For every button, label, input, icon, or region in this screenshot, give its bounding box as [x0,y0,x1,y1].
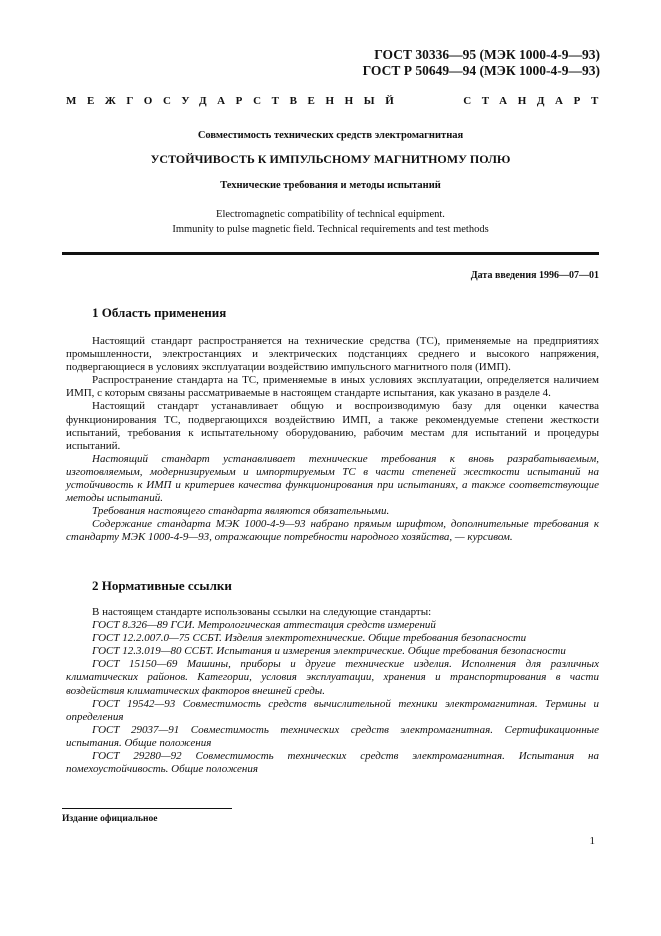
title-english-1: Electromagnetic compatibility of technical equipment. [216,209,445,220]
section-1-body [66,335,599,545]
standard-designation-2: ГОСТ Р 50649—94 (МЭК 1000-4-9—93) [362,63,600,78]
s1-paragraph: Распространение стандарта на ТС, применяемые в иных условиях эксплуатации, определяется наличием ИМП, с которым связаны рассматриваемые в настоящем стандарте испытания, как указано в разделе 4. [66,374,599,400]
s1-paragraph-italic: Требования настоящего стандарта являются обязательными. [92,505,390,518]
s1-paragraph-italic: Настоящий стандарт устанавливает технические требования к вновь разрабатываемым, изготовляемым, модернизируемым и импортируемым ТС в части степеней жесткости испытаний на устойчивость к ИМП и критериев качества функционирования при испытаниях, а также соответствующие методы испытаний. [66,452,599,505]
title-main: УСТОЙЧИВОСТЬ К ИМПУЛЬСНОМУ МАГНИТНОМУ ПОЛЮ [150,152,511,166]
s1-paragraph: Настоящий стандарт распространяется на технические средства (ТС), применяемые на предприятиях промышленности, электростанциях и электрических подстанциях среднего и высокого напряжения, подвергающиеся в условиях эксплуатации воздействию импульсного магнитного поля (ИМП). [66,335,599,374]
s2-reference: ГОСТ 19542—93 Совместимость средств вычислительной техники электромагнитная. Термины и определения [66,697,599,723]
s2-reference: ГОСТ 29280—92 Совместимость технических средств электромагнитная. Испытания на помехоустойчивость. Общие положения [66,750,599,776]
s2-reference: ГОСТ 15150—69 Машины, приборы и другие технические изделия. Исполнения для различных климатических районов. Категории, условия эксплуатации, хранения и транспортирования в части воздействия климатических факторов внешней среды. [66,658,599,697]
s2-intro: В настоящем стандарте использованы ссылки на следующие стандарты: [92,606,432,618]
section-2-body [66,606,599,776]
title-english-2: Immunity to pulse magnetic field. Technical requirements and test methods [172,224,489,235]
title-sub: Технические требования и методы испытаний [220,180,441,191]
s2-reference: ГОСТ 29037—91 Совместимость технических средств электромагнитная. Сертификационные испытания. Общие положения [66,723,599,749]
standard-type-left: МЕЖГОСУДАРСТВЕННЫЙ [66,95,405,107]
section-2-title: 2 Нормативные ссылки [92,578,232,593]
standard-type-right: СТАНДАРТ [463,95,609,107]
page-number: 1 [589,835,595,847]
s2-reference: ГОСТ 12.2.007.0—75 ССБТ. Изделия электротехнические. Общие требования безопасности [92,632,527,645]
header-rule [62,252,599,255]
s1-paragraph: Настоящий стандарт устанавливает общую и воспроизводимую базу для оценки качества функционирования ТС, подвергающихся воздействию ИМП, а также рекомендуемые степени жесткости испытаний, требования к испытательному оборудованию, рабочим местам для испытаний и процедуры испытаний. [66,400,599,452]
s1-paragraph-italic: Содержание стандарта МЭК 1000-4-9—93 набрано прямым шрифтом, дополнительные требования к стандарту МЭК 1000-4-9—93, отражающие потребности народного хозяйства, — курсивом. [66,518,599,544]
footer-rule [62,808,232,809]
intro-date: Дата введения 1996—07—01 [470,270,599,281]
edition-label: Издание официальное [62,814,158,824]
section-1-title: 1 Область применения [92,305,227,320]
s2-reference: ГОСТ 12.3.019—80 ССБТ. Испытания и измерения электрические. Общие требования безопасности [92,645,566,658]
standard-designation-1: ГОСТ 30336—95 (МЭК 1000-4-9—93) [374,47,600,62]
s2-reference: ГОСТ 8.326—89 ГСИ. Метрологическая аттестация средств измерений [92,619,436,632]
title-category: Совместимость технических средств электромагнитная [197,130,464,141]
